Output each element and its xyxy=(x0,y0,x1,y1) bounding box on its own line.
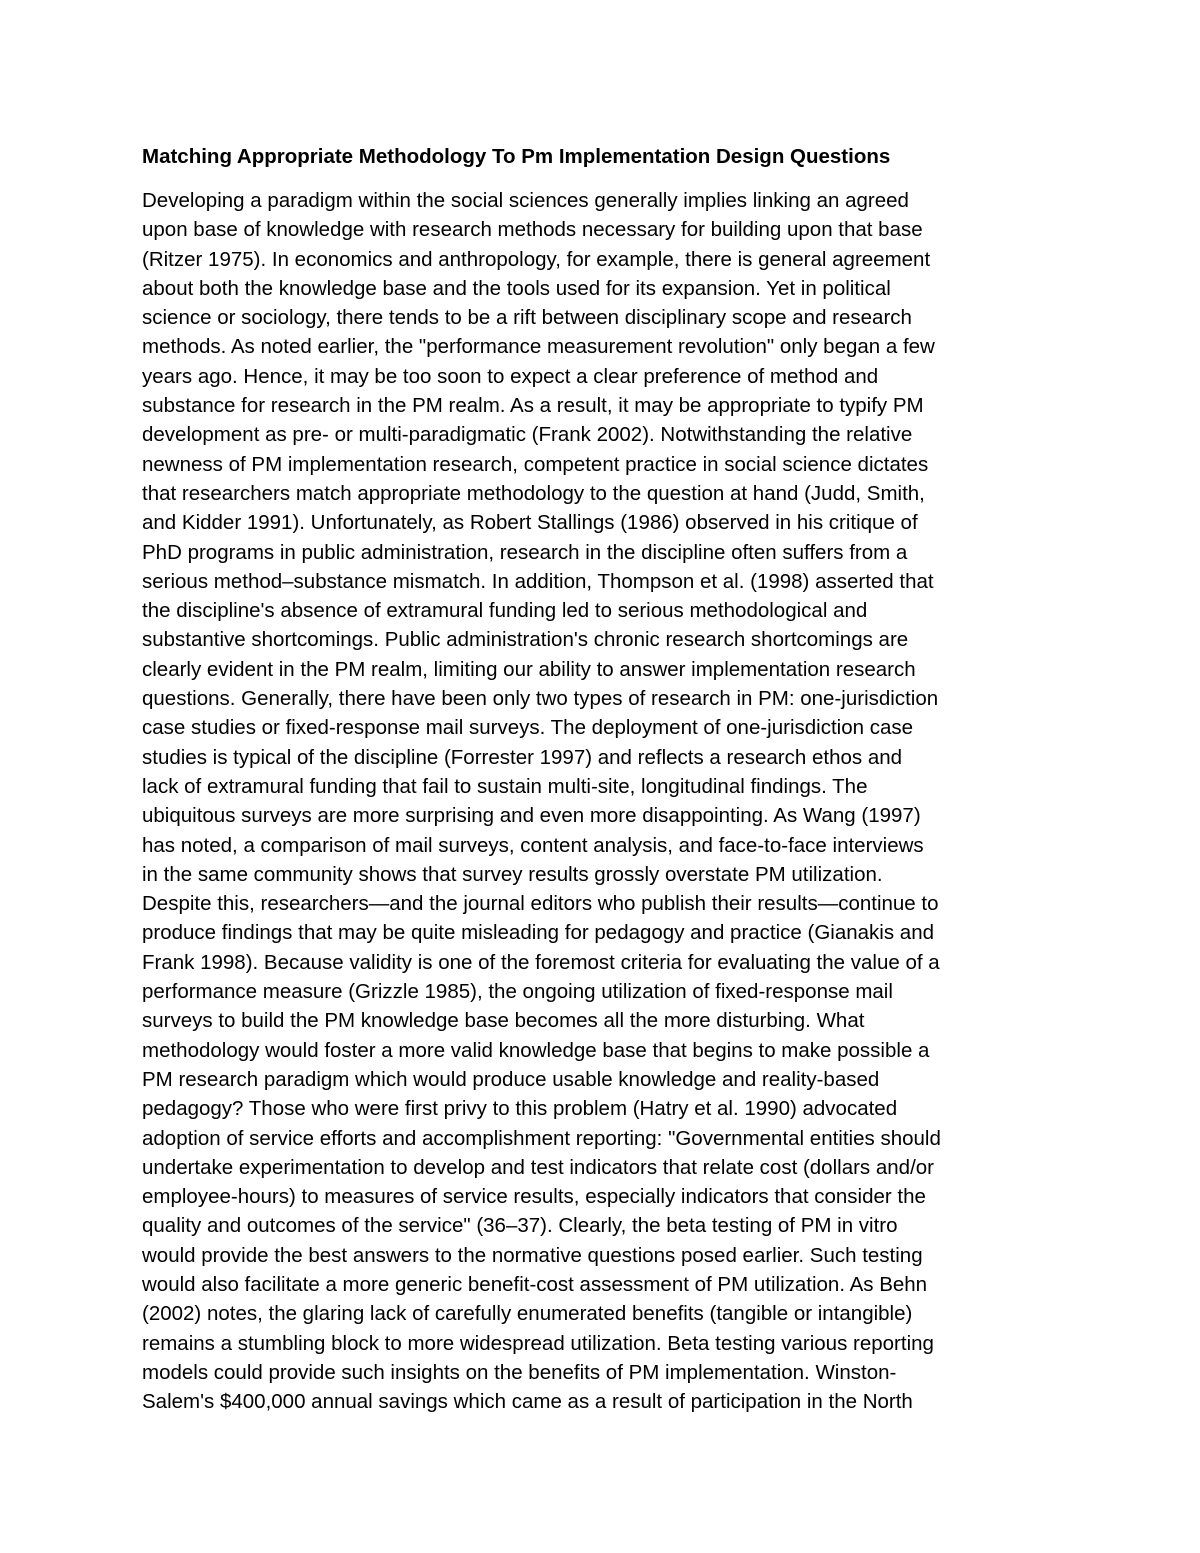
body-line: Frank 1998). Because validity is one of the foremost criteria for evaluating the value of a xyxy=(142,950,940,974)
body-line: lack of extramural funding that fail to sustain multi-site, longitudinal findings. The xyxy=(142,774,868,798)
body-line: remains a stumbling block to more widespread utilization. Beta testing various reporting xyxy=(142,1331,934,1355)
body-line: in the same community shows that survey results grossly overstate PM utilization. xyxy=(142,862,883,886)
body-line: PhD programs in public administration, research in the discipline often suffers from a xyxy=(142,540,908,564)
body-line: pedagogy? Those who were first privy to this problem (Hatry et al. 1990) advocated xyxy=(142,1097,898,1121)
body-line: would also facilitate a more generic benefit-cost assessment of PM utilization. As Behn xyxy=(142,1272,928,1296)
body-line: PM research paradigm which would produce usable knowledge and reality-based xyxy=(142,1067,880,1091)
document-heading: Matching Appropriate Methodology To Pm Implementation Design Questions xyxy=(142,145,891,168)
body-line: quality and outcomes of the service" (36–37). Clearly, the beta testing of PM in vitro xyxy=(142,1214,898,1238)
body-line: and Kidder 1991). Unfortunately, as Robert Stallings (1986) observed in his critique of xyxy=(142,511,918,535)
body-line: performance measure (Grizzle 1985), the ongoing utilization of fixed-response mail xyxy=(142,980,893,1004)
body-line: studies is typical of the discipline (Forrester 1997) and reflects a research ethos and xyxy=(142,745,903,769)
body-paragraph xyxy=(142,186,1082,1416)
body-line: case studies or fixed-response mail surveys. The deployment of one-jurisdiction case xyxy=(142,716,914,740)
body-line: newness of PM implementation research, competent practice in social science dictates xyxy=(142,452,929,476)
body-line: (Ritzer 1975). In economics and anthropology, for example, there is general agreement xyxy=(142,247,931,271)
body-line: undertake experimentation to develop and test indicators that relate cost (dollars and/or xyxy=(142,1155,934,1179)
body-line: years ago. Hence, it may be too soon to expect a clear preference of method and xyxy=(142,364,879,388)
body-line: models could provide such insights on the benefits of PM implementation. Winston- xyxy=(142,1360,897,1384)
body-line: the discipline's absence of extramural funding led to serious methodological and xyxy=(142,599,868,623)
body-line: would provide the best answers to the normative questions posed earlier. Such testing xyxy=(142,1243,923,1267)
body-line: clearly evident in the PM realm, limiting our ability to answer implementation research xyxy=(142,657,916,681)
body-line: Developing a paradigm within the social sciences generally implies linking an agreed xyxy=(142,189,909,212)
body-line: adoption of service efforts and accomplishment reporting: "Governmental entities should xyxy=(142,1126,941,1150)
body-line: employee-hours) to measures of service results, especially indicators that consider the xyxy=(142,1185,926,1209)
body-line: substantive shortcomings. Public administration's chronic research shortcomings are xyxy=(142,628,909,652)
body-line: methods. As noted earlier, the "performance measurement revolution" only began a few xyxy=(142,335,935,359)
body-line: Despite this, researchers—and the journal editors who publish their results—continue to xyxy=(142,892,939,916)
body-line: substance for research in the PM realm. As a result, it may be appropriate to typify PM xyxy=(142,394,924,418)
body-line: (2002) notes, the glaring lack of carefully enumerated benefits (tangible or intangible) xyxy=(142,1302,913,1326)
body-line: Salem's $400,000 annual savings which came as a result of participation in the North xyxy=(142,1390,913,1414)
body-line: serious method–substance mismatch. In addition, Thompson et al. (1998) asserted that xyxy=(142,569,934,593)
body-line: that researchers match appropriate methodology to the question at hand (Judd, Smith, xyxy=(142,481,925,505)
body-line: about both the knowledge base and the tools used for its expansion. Yet in political xyxy=(142,276,891,300)
body-line: has noted, a comparison of mail surveys, content analysis, and face-to-face interviews xyxy=(142,833,924,857)
body-line: surveys to build the PM knowledge base becomes all the more disturbing. What xyxy=(142,1009,865,1033)
body-line: methodology would foster a more valid knowledge base that begins to make possible a xyxy=(142,1038,930,1062)
body-line: questions. Generally, there have been only two types of research in PM: one-jurisdiction xyxy=(142,687,939,711)
body-line: produce findings that may be quite misleading for pedagogy and practice (Gianakis and xyxy=(142,921,935,945)
body-line: upon base of knowledge with research methods necessary for building upon that base xyxy=(142,218,923,242)
body-line: science or sociology, there tends to be a rift between disciplinary scope and research xyxy=(142,306,912,330)
body-line: ubiquitous surveys are more surprising and even more disappointing. As Wang (1997) xyxy=(142,804,921,828)
body-line: development as pre- or multi-paradigmatic (Frank 2002). Notwithstanding the relative xyxy=(142,423,913,447)
